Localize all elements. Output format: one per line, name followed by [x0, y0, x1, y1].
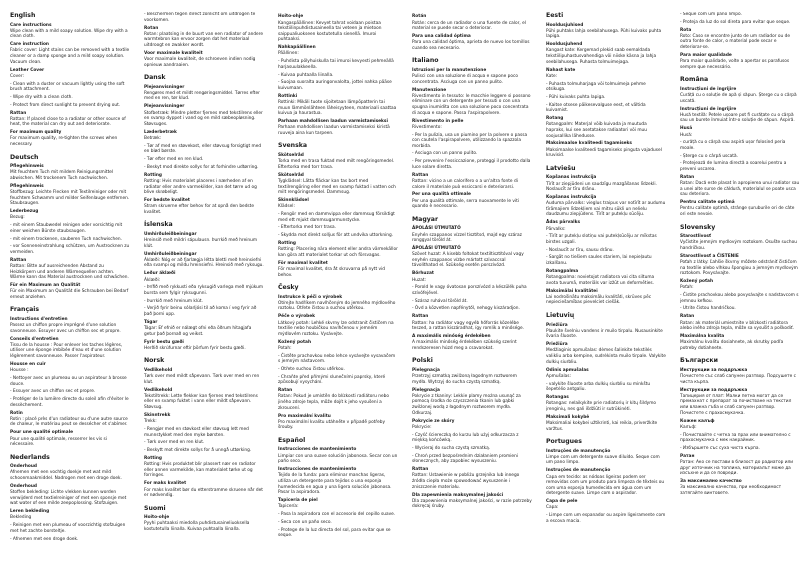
- section-heading: Bőrhuzat: [412, 271, 434, 277]
- section-heading: Vedlikehold: [144, 368, 173, 374]
- paragraph: - Rengjør med en støvkost eller støvsug lett med munnstykket med den myke børsten.: [144, 426, 249, 438]
- section-heading: Rattan: [412, 314, 429, 320]
- section-heading: Care instruction: [10, 42, 49, 48]
- paragraph: Lai nodrošinātu maksimālu kvalitāti, skrūves pēc nepieciešamības pievelciet ciešāk.: [546, 294, 652, 306]
- paragraph: Ratan: ak materiál umiestnite v blízkosti radiátora alebo iného zdroja tepla, môže sa vysušiť a poškodiť.: [680, 320, 794, 332]
- section-heading: Odinis apmušalas: [546, 367, 589, 373]
- paragraph: Para maior qualidade, volte a apertar os parafusos sempre que necessário.: [680, 59, 790, 70]
- language-heading: Česky: [278, 284, 299, 292]
- section-heading: Starostlivosť a ČISTENIE: [680, 253, 739, 259]
- paragraph: Per una qualità ottimale, serra nuovamente le viti quando è necessario.: [412, 198, 520, 210]
- section-heading: Für ein Maximum an Qualität: [10, 283, 81, 289]
- paragraph: - Óvd a közvetlen napfénytől, nehogy kiszáradjon.: [412, 306, 520, 312]
- section-heading: Instrukce k péči o výrobek: [278, 294, 343, 300]
- paragraph: Mit feuchtem Tuch mit mildem Reinigungsmittel abwischen. Mit trockenem Tuch nachwischen.: [10, 170, 114, 181]
- section-heading: За максимално качество: [680, 479, 742, 485]
- section-heading: ÁPOLÁSI ÚTMUTATÓ: [412, 246, 461, 252]
- section-heading: Starostlivosť: [680, 234, 712, 240]
- section-heading: Voor maximale kwaliteit: [144, 50, 203, 56]
- paragraph: Maksimaalse kvaliteedi tagamiseks pinguta vajadusel kruvisid.: [546, 147, 662, 159]
- section-heading: Nahkapäällinen: [278, 45, 316, 51]
- paragraph: Pokrycie z tkaniny: Lekkie plamy można usunąć za pomocą środka do czyszczenia tkanin lub gąbki zwilżonej wodą z łagodnym roztworem mydła. Odkurzaj.: [412, 393, 521, 416]
- section-heading: Pielęgnacja: [412, 368, 440, 374]
- language-heading: Nederlands: [10, 453, 50, 461]
- paragraph: Rotin : placé près d'un radiateur ou d'une autre source de chaleur, le matériau peut se dessécher et s'abîmer.: [10, 416, 128, 428]
- paragraph: Kangaspäällinen: Kevyet tahrat voidaan poistaa tekstiilinpuhdistusaineella tai veteen ja mietoon saippualiuokseen kostutetulla sienellä. Imuroi puhtaaksi.: [278, 20, 382, 43]
- paragraph: - Tør af med en støvekost, eller støvsug forsigtigt med en blød børste.: [144, 143, 262, 155]
- language-heading: Íslenska: [144, 221, 173, 229]
- paragraph: - Puhdista pölyhuiskulla tai imuroi kevyesti pehmeällä harjasuulakkeella.: [278, 59, 394, 70]
- section-heading: Instrucțiuni de îngrijire: [680, 86, 737, 92]
- section-heading: Leather Cover: [10, 67, 45, 73]
- section-heading: Tágar: [144, 319, 158, 325]
- paragraph: Trekk:: [144, 419, 157, 425]
- section-heading: Hooldusjuhend: [546, 42, 583, 48]
- paragraph: Rivestimento in tessuto: le macchie leggere si possono eliminare con un detergente per tessuti o con una spugna inumidita con una soluzione poco concentrata di acqua e sapone. Passa l'aspirapolvere.: [412, 93, 531, 116]
- paragraph: Kate:: [546, 73, 558, 79]
- paragraph: - Protéger de la lumière directe du soleil afin d'éviter le dessèchement.: [10, 397, 129, 408]
- paragraph: Pro maximální kvalitu utáhněte v případě potřeby šrouby.: [278, 419, 386, 431]
- language-heading: Lietuvių: [546, 312, 575, 320]
- text-column-5: [546, 12, 666, 559]
- section-heading: Hoito-ohje: [144, 515, 170, 521]
- section-heading: Skinntrekk: [144, 413, 171, 419]
- paragraph: Kangast kate: Kergemad plekid saab eemaldada tekstiilipuhastusvahendiga või niiske käsna ja lahja seebilahusega. Puhasta tolmuimejaga.: [546, 48, 657, 65]
- section-heading: Instruções de manutenção: [546, 468, 611, 474]
- paragraph: Rotangpalma: novietojot radiatora vai cita siltuma avota tuvumā, materiāls var izžūt un deformēties.: [546, 275, 655, 286]
- language-heading: Español: [278, 436, 306, 444]
- language-heading: Dansk: [144, 74, 166, 82]
- section-heading: Pokrycie ze skóry: [412, 418, 455, 424]
- paragraph: - Protege de la luz directa del sol, para evitar que se seque.: [278, 527, 391, 539]
- language-heading: Eesti: [546, 12, 564, 19]
- paragraph: Áklæði: Nóg er að fjarlægja létta bletti með hreinsiefni eða svampi og mildu hreinsiefni. Hreinsið með ryksugu.: [144, 257, 264, 269]
- paragraph: - Limpe com um espanador ou aspire ligeiramente com a escova macia.: [546, 513, 666, 524]
- section-heading: Tapicería de piel: [278, 498, 318, 504]
- section-heading: Kožený poťah: [680, 279, 714, 285]
- paragraph: Rotting: Hvis produktet blir plassert nær en radiator eller annen varmekilde, kan materialet tørke ut og forringes.: [144, 462, 256, 479]
- paragraph: - Čistěte prachovkou nebo lehce vysávejte vysavačem s jemným nástavcem.: [278, 353, 396, 365]
- section-heading: Parhaan mahdollisen laadun varmistamiseksi: [278, 119, 388, 125]
- language-heading: Български: [680, 357, 718, 365]
- paragraph: Rattan: Bitte auf ausreichenden Abstand zu Heizkörpern und anderen Wärmequellen achten. Wärme kann das Material austrocknen und schwächen.: [10, 263, 129, 281]
- paragraph: Rotangas: nelaikykite prie radiatorių ir kitų šildymo įrenginių, nes gali išdžiūti ir sutrūkinėti.: [546, 401, 657, 412]
- section-heading: Maximálna kvalita: [680, 334, 725, 340]
- paragraph: Herðið skrúfurnar eftir þörfum fyrir bestu gæði.: [144, 345, 246, 351]
- language-heading: Româna: [680, 76, 709, 84]
- section-heading: Fyrir bestu gæði: [144, 339, 184, 345]
- paragraph: - Seca con un paño seco.: [278, 519, 332, 525]
- paragraph: Fabric cover: Light stains can be removed with a textile cleaner or a damp sponge and a mild soapy solution. Vacuum clean.: [10, 48, 130, 65]
- paragraph: Pyyhi puhtaaksi miedolla puhdistusaineliuoksella kostutetulla liinalla. Kuivaa puhtaalla liinalla.: [144, 521, 250, 532]
- section-heading: Skötselråd: [278, 153, 304, 159]
- paragraph: Betræk:: [144, 135, 162, 141]
- section-heading: Rotting: [144, 172, 162, 178]
- paragraph: Rattan: Ustawienie w pobliżu grzejnika lub innego źródła ciepła może spowodować wysuszenie i zniszczenie materiału.: [412, 473, 520, 490]
- paragraph: - Protect from direct sunlight to prevent drying out.: [10, 102, 121, 108]
- section-heading: Pflegehinweis: [10, 164, 44, 170]
- paragraph: - Почиствайте с четка за прах или внимателно с прахосмукачка с мек накрайник.: [680, 432, 791, 444]
- paragraph: - Clean with a duster or vacuum lightly using the soft brush attachment.: [10, 81, 125, 93]
- paragraph: Torka med en trasa fuktad med milt rengöringsmedel. Eftertorka med torr trasa.: [278, 159, 395, 170]
- paragraph: - Þrífið með rykkusti eða ryksugið varlega með mjúkum bursta sem fylgir ryksugunni.: [144, 285, 264, 296]
- section-heading: Skinnklädsel: [278, 198, 309, 204]
- paragraph: - Porold le vagy óvatosan porszívózd a készülék puha szívófejével.: [412, 285, 527, 296]
- paragraph: För maximal kvalitet, dra åt skruvarna på nytt vid behov.: [278, 266, 385, 278]
- paragraph: Passez un chiffon propre imprégné d'une solution savonneuse. Essuyer avec un chiffon sec et propre.: [10, 323, 121, 334]
- paragraph: - Tørk over med en ren klut.: [144, 440, 205, 446]
- section-heading: Husă: [680, 126, 693, 132]
- section-heading: Hooldusjuhised: [546, 22, 584, 28]
- section-heading: Housse en cuir: [10, 362, 46, 368]
- paragraph: - Per la pulizia, usa un piumino per la polvere o passa con cautela l'aspirapolvere, utilizzando la spazzola morbida.: [412, 132, 528, 149]
- paragraph: Áklæði:: [144, 277, 161, 283]
- section-heading: For bedste kvalitet: [144, 198, 190, 204]
- language-heading: Français: [10, 306, 40, 314]
- section-heading: Lederbezug: [10, 209, 39, 215]
- section-heading: Rotting: [144, 456, 162, 462]
- paragraph: - Kaitse otsese päikesevalguse eest, et vältida kuivamist.: [546, 102, 646, 114]
- paragraph: - Chroń przed bezpośrednim działaniem promieni słonecznych, aby zapobiec wysuszeniu.: [412, 453, 518, 465]
- paragraph: Pour une qualité optimale, resserrer les vis si nécessaire.: [10, 436, 107, 448]
- section-heading: Instruções de manutenção: [546, 448, 611, 454]
- language-heading: Polski: [412, 357, 433, 365]
- section-heading: Conseils d'entretien: [10, 336, 59, 342]
- section-heading: Ratan: [680, 314, 695, 320]
- section-heading: Plejeanvisninger: [144, 84, 185, 90]
- paragraph: Stoffbezug: Leichte Flecken mit Textilreiniger oder mit feuchtem Schwamm und milder Seifenlauge entfernen. Staubsaugen.: [10, 190, 130, 207]
- section-heading: Leren bekleding: [10, 509, 50, 515]
- section-heading: Rotting: [278, 241, 296, 247]
- language-heading: Portugues: [546, 438, 582, 446]
- language-heading: Deutsch: [10, 153, 39, 161]
- paragraph: Tørk over med mildt såpevann. Tørk over med en ren klut.: [144, 374, 260, 385]
- paragraph: Stram skruerne efter behov for at opnå den bedste kvalitet.: [144, 204, 254, 215]
- language-heading: Svenska: [278, 142, 308, 150]
- paragraph: Curăță cu o soluție de apă și săpun. Șterge cu o cârpă uscată.: [680, 93, 797, 104]
- paragraph: - Chraňte před přímými slunečními paprsky, které způsobují vysychání.: [278, 374, 386, 386]
- paragraph: - Beskytt mot direkte sollys for å unngå uttørking.: [144, 448, 252, 454]
- section-heading: Ратан: [680, 453, 695, 459]
- section-heading: Rota: [680, 27, 692, 33]
- paragraph: Apmušalas:: [546, 373, 571, 379]
- paragraph: Enyhén szappanos vízzel tisztítsd, majd egy száraz ronggyal töröld át.: [412, 232, 522, 244]
- paragraph: - Essuyer avec un chiffon sec et propre.: [10, 389, 96, 395]
- paragraph: Roto: Caso se encontre junto de um radiador ou de outra fonte de calor, o material pode secar e deteriorar-se.: [680, 33, 790, 51]
- paragraph: Rattan: vicino a un calorifero o a un'altra fonte di calore il materiale può essiccarsi e deteriorarsi.: [412, 178, 518, 190]
- paragraph: - Nettoyer avec un plumeau ou un aspirateur à brosse douce.: [10, 375, 127, 387]
- paragraph: Почистете със слаб сапунен разтвор. Подсушете с чиста кърпа.: [680, 374, 797, 385]
- section-heading: Kopšanas instrukcija: [546, 195, 597, 201]
- paragraph: Ratan: Dacă este plasat în apropierea unui radiator sau a unei alte surse de căldură, materialul se poate usca sau deteriora.: [680, 181, 800, 198]
- section-heading: Manutenzione: [412, 87, 447, 93]
- paragraph: Rotan: plaatsing in de buurt van een radiator of andere warmtebron kan ervoor zorgen dat het materiaal uitdroogt en zwakker wordt.: [144, 31, 264, 48]
- paragraph: Päällinen:: [278, 51, 299, 57]
- paragraph: Tapicería:: [278, 504, 299, 510]
- section-heading: Rattan: [412, 467, 429, 473]
- paragraph: - vor Sonneneinstrahlung schützen, um Austrocknen zu vermeiden.: [10, 244, 130, 255]
- paragraph: Rottinki: Mikäli tuote sijoitetaan lämpöpatterin tai muun lämmönlähteen läheisyyteen, materiaali saattaa kuivua ja haurastua.: [278, 100, 397, 117]
- section-heading: Skötselråd: [278, 172, 304, 178]
- section-heading: Onderhoud: [10, 464, 37, 470]
- paragraph: - curăță cu o cârpă sau aspiră ușor folosind peria moale.: [680, 140, 786, 151]
- paragraph: Ратан: Ако се постави в близост до радиатор или друг източник на топлина, материалът може да изсъхне и да се повреди.: [680, 460, 794, 477]
- paragraph: Parhaan mahdollisen laadun varmistamiseksi kiristä ruuveja aina kun tarpeen.: [278, 125, 390, 136]
- paragraph: Rotting: Hvis materialet placeres i nærheden af en radiator eller andre varmekilder, kan det tørre ud og blive skrøbeligt.: [144, 178, 257, 196]
- paragraph: Hreinsið með mildri sápulausn. Þurrkið með hreinum klút.: [144, 238, 258, 249]
- paragraph: - Verjið fyrir beinu sólarljósi til að koma í veg fyrir að það þorni upp.: [144, 306, 257, 318]
- section-heading: Maksimālai kvalitātei: [546, 288, 598, 294]
- language-heading: Slovensky: [680, 223, 716, 231]
- paragraph: - mit einem trockenen, sauberen Tuch nachwischen.: [10, 236, 122, 242]
- text-column-4: [412, 12, 532, 559]
- paragraph: - Afnemen met een droge doek.: [10, 536, 79, 542]
- section-heading: Rattan: [10, 257, 27, 263]
- paragraph: Тапицерия от плат: Малки петна могат да се премахнат с препарат за почистване на текстил или влажна гъба и слаб сапунен разтвор. Почистете с прахосмукачка.: [680, 393, 792, 416]
- section-heading: Pro maximální kvalitu: [278, 413, 331, 419]
- paragraph: - Sargāt no tiešiem saules stariem, lai nepieļautu izkalšanu.: [546, 255, 652, 266]
- paragraph: Capa em tecido: as nódoas ligeiras podem ser removidas com um produto para limpeza de têxteis ou com uma esponja humedecida em água com um detergente suave. Limpe com o aspirador.: [546, 474, 665, 497]
- paragraph: - Þurrkið með hreinum klút.: [144, 298, 203, 304]
- paragraph: For maximum quality, re-tighten the screws when necessary.: [10, 136, 118, 148]
- paragraph: Huzat:: [412, 277, 426, 283]
- paragraph: Klädsel:: [278, 204, 295, 210]
- paragraph: - Beskyt mod direkte sollys for at forhindre udtørring.: [144, 164, 259, 170]
- paragraph: Maximálnu kvalitu dosiahnete, ak skrutky podľa potreby dotiahnete.: [680, 340, 784, 351]
- section-heading: Pour une qualité optimale: [10, 430, 74, 436]
- paragraph: Auduma pārvalks: vieglus traipus var notīrīt ar audumu tīrāmajiem līdzekļiem vai mitru sūkli un nelielu daudzumu ziepjūdens. Tīrīt ar putekļu sūcēju.: [546, 201, 666, 218]
- paragraph: - Wipe dry with a clean cloth.: [10, 94, 73, 100]
- paragraph: - Pühi kuivaks puhta lapiga.: [546, 94, 606, 100]
- paragraph: Tygklädsel: Lätta fläckar kan tas bort med textilrengöring eller med en svamp fuktad i vatten och milt rengöringsmedel. Dammsug.: [278, 178, 396, 196]
- paragraph: Tágar: Ef efnið er nálægt ofni eða öðrum hitagjafa getur það þornað og veikst.: [144, 326, 252, 337]
- paragraph: Калъф:: [680, 424, 697, 430]
- paragraph: Szövet huzat: A kisebb foltokat textiltisztítóval vagy enyhén szappanos vízbe mártott szivaccsal távolíthatod el. Szükség esetén porszívózd.: [412, 252, 524, 269]
- section-heading: Istruzioni per la manutenzione: [412, 68, 487, 73]
- paragraph: - Noslaucīt ar tīru, sausu drānu.: [546, 247, 614, 253]
- paragraph: - Wycieraj do sucha czystą szmatką.: [412, 445, 491, 451]
- section-heading: Rattan: [10, 110, 27, 116]
- paragraph: - Protejează de lumina directă a soarelui pentru a preveni uscarea.: [680, 161, 787, 172]
- paragraph: - valykite šluoste arba dulkių siurbliu su minkštu šepetėlio antgaliu.: [546, 381, 651, 393]
- paragraph: - Pasa la aspiradora con el accesorio del cepillo suave.: [278, 512, 396, 518]
- paragraph: Afnemen met een vochtig doekje met wat mild schoonmaakmiddel. Nadrogen met een droge doek.: [10, 470, 122, 481]
- section-heading: Capa de pele: [546, 499, 578, 505]
- section-heading: A maximális minőség érdekében: [412, 334, 491, 340]
- paragraph: Poťah z látky: Ľahšie škvrny môžete odstrániť čističom na textílie alebo vlhkou špongiou a jemným mydlovým roztokom. Povysávajte.: [680, 260, 798, 277]
- paragraph: За максимално качество, при необходимост затягайте винтовете.: [680, 485, 782, 496]
- section-heading: Инструкции за поддръжка: [680, 368, 748, 374]
- section-heading: Rotan: [144, 25, 159, 31]
- section-heading: Para una calidad óptima: [412, 34, 471, 40]
- section-heading: Kožený potah: [278, 339, 312, 345]
- paragraph: Pentru calitate optimă, strânge șuruburile ori de câte ori este nevoie.: [680, 206, 795, 217]
- language-heading: Latviešu: [546, 164, 576, 172]
- paragraph: Vyčistite jemným mydlovým roztokom. Osušte suchou handričkou.: [680, 240, 797, 251]
- paragraph: - Kuivaa puhtaalla liinalla.: [278, 72, 334, 78]
- paragraph: Pokrycie:: [412, 424, 432, 430]
- paragraph: Rotting: Placering nära element eller andra värmekällor kan göra att materialet torkar ut och försvagas.: [278, 247, 398, 258]
- section-heading: Nahast kate: [546, 67, 576, 73]
- section-heading: Instrucciones de mantenimiento: [278, 467, 357, 473]
- language-heading: Italiano: [412, 57, 439, 65]
- paragraph: Medžiaginis apmušalas: dėmes šalinkite tekstilės valikliu arba kempine, sudrėkinta muilo tirpale. Valykite dulkių siurbliu.: [546, 348, 666, 365]
- section-heading: Pflegehinweis: [10, 183, 44, 189]
- paragraph: Rotangpalm: Materjal võib kuivada ja muutuda hapraks, kui see asetatakse radiaatori või muu soojusallika lähedusse.: [546, 122, 647, 139]
- paragraph: - Proteja da luz do sol direta para evitar que seque.: [680, 19, 791, 25]
- section-heading: Onderhoud: [10, 483, 37, 489]
- paragraph: - Tīrīt ar putekļu slotiņu vai putekļsūcēju ar mīkstas birstes uzgali.: [546, 234, 657, 245]
- language-heading: Norsk: [144, 357, 165, 365]
- paragraph: Limpiar con una suave solución jabonosa. Secar con un paño seco.: [278, 453, 398, 465]
- text-column-3: [278, 12, 398, 559]
- section-heading: Instructions d'entretien: [10, 317, 68, 322]
- paragraph: A maximális minőség érdekében szükség szerint rendszeresen húzd meg a csavarokat.: [412, 340, 517, 351]
- paragraph: Ratan: Pokud je umístěn do blízkosti radiátoru nebo jiného zdroje tepla, může dojít k jeho vysušení a zkroucení.: [278, 394, 389, 411]
- paragraph: - Seque com um pano limpo.: [680, 12, 742, 17]
- section-heading: Priežiūra: [546, 322, 568, 328]
- text-column-2: [144, 12, 264, 559]
- columns-container: [10, 12, 800, 559]
- paragraph: Pühi puhtaks lahja seebilahusega. Pühi kuivaks puhta lapiga.: [546, 28, 662, 40]
- section-heading: Rivestimento in pelle: [412, 118, 464, 124]
- paragraph: Poťah:: [680, 285, 694, 291]
- section-heading: Per una qualità ottimale: [412, 192, 471, 198]
- paragraph: Stofbetræk: Mindre pletter fjernes med tekstilrens eller en svamp dyppet i vand og en mild sæbeopløsning. Støvsuges.: [144, 110, 263, 127]
- paragraph: Tekstiltrekk: Lette flekker kan fjernes med tekstilrens eller en svamp fuktet i vann eller mildt såpevann. Støvsug.: [144, 393, 258, 411]
- section-heading: Ratan: [680, 174, 695, 180]
- section-heading: Péče o výrobek: [278, 314, 315, 320]
- paragraph: Tīrīt ar ziepjūdeni un saudzīgu mazgāšanas līdzekli. Noslaucīt ar tīru drānu.: [546, 181, 657, 193]
- language-heading: Magyar: [412, 215, 439, 223]
- paragraph: Maksimaliai kokybei užtikrinti, kai reikia, priveržkite varžtus.: [546, 420, 658, 432]
- paragraph: Plaukite švelniu vandens ir muilo tirpalu. Nusausinkite švaria šluoste.: [546, 328, 663, 340]
- section-heading: För maximal kvalitet: [278, 260, 328, 266]
- paragraph: - Избършете със суха чиста кърпа.: [680, 445, 760, 451]
- paragraph: - Șterge cu o cârpă uscată.: [680, 153, 738, 159]
- language-heading: English: [10, 12, 36, 19]
- paragraph: Stoffen bekleding: Lichte vlekken kunnen worden verwijderd met textielreiniger of met een sponsje met wat water of een milde zeepoplossing. Stofzuigen.: [10, 490, 127, 507]
- paragraph: - Per prevenire l'essiccazione, proteggi il prodotto dalla luce solare diretta.: [412, 159, 531, 170]
- paragraph: Tissu de la housse : Pour enlever les taches légères, utiliser une éponge imbibée d'eau et d'une solution légèrement savonneuse. Passer l'aspirateur.: [10, 342, 123, 360]
- section-heading: Rotang: [546, 116, 564, 122]
- paragraph: Dla zapewnienia maksymalnej jakości, w razie potrzeby dokręcaj śruby.: [412, 498, 532, 510]
- section-heading: Instrucciones de mantenimiento: [278, 447, 357, 453]
- section-heading: Rotin: [10, 410, 23, 416]
- paragraph: Capa:: [546, 505, 559, 511]
- section-heading: Ratan: [278, 388, 293, 394]
- paragraph: Para una calidad óptima, aprieta de nuevo los tornillos cuando sea necesario.: [412, 40, 530, 51]
- section-heading: Maksimali kokybė: [546, 414, 590, 420]
- section-heading: Кожен калъф: [680, 418, 715, 424]
- paragraph: Otírejte hadříkem navlhčeným do jemného mýdlového roztoku. Otřete čistou a suchou utěrkou.: [278, 300, 396, 312]
- paragraph: Pulisci con una soluzione di acqua e sapone poco concentrata. Asciuga con un panno pulito.: [412, 74, 518, 85]
- paragraph: Látkový potah: Lehké skvrny lze odstranit čističem na textilie nebo houbičkou navlhčenou v jemném mýdlovém roztoku. Vysávejte.: [278, 320, 394, 337]
- paragraph: Husă textilă: Petele ușoare pot fi curățate cu o cârpă sau un burete înmuiat într-o soluție de săpun. Aspiră.: [680, 112, 795, 124]
- text-column-1: [10, 12, 130, 559]
- section-heading: For maximum quality: [10, 130, 62, 136]
- section-heading: Priežiūra: [546, 342, 568, 348]
- paragraph: Tejido de la funda: para eliminar manchas ligeras, utiliza un detergente para tejidos o una esponja humedecida en agua y una ligera solución jabonosa. Pasar la aspiradora.: [278, 473, 392, 496]
- section-heading: Dla zapewnienia maksymalnej jakości: [412, 492, 504, 498]
- paragraph: For maks kvalitet bør du etterstramme skruene når det er nødvendig.: [144, 487, 263, 499]
- paragraph: Für ein Maximum an Qualität die Schrauben bei Bedarf erneut anziehen.: [10, 289, 129, 300]
- section-heading: Plejeanvisninger: [144, 104, 185, 110]
- section-heading: Para maior qualidade: [680, 53, 732, 59]
- paragraph: - Čistite prachovkou alebo povysávajte s nadstavcom s jemnou kefkou.: [680, 293, 799, 304]
- paragraph: Rattan: ha radiátor vagy egyéb hőforrás közelébe teszed, a rattan kiszáradhat, így romlik a minősége.: [412, 320, 525, 332]
- section-heading: Ādas pārvalks: [546, 220, 581, 226]
- section-heading: Rotangas: [546, 395, 569, 401]
- paragraph: - Beschermen tegen direct zonlicht om uitdrogen te voorkomen.: [144, 12, 256, 23]
- paragraph: - mit einem Staubwedel reinigen oder vorsichtig mit einer weichen Bürste staubsaugen.: [10, 223, 123, 234]
- paragraph: Bekleding: [10, 515, 32, 521]
- section-heading: Hoito-ohje: [278, 14, 304, 20]
- section-heading: ÁPOLÁSI ÚTMUTATÓ: [412, 226, 461, 232]
- section-heading: Care instructions: [10, 22, 52, 28]
- paragraph: - Reinigen met een plumeau of voorzichtig stofzuigen met het zachte borsteltje.: [10, 523, 126, 534]
- paragraph: Przetrzyj szmatką zwilżoną łagodnym roztworem mydła. Wytrzyj do sucha czystą szmatką.: [412, 374, 517, 385]
- paragraph: Rotán: cerca de un radiador o una fuente de calor, el material se puede secar o deteriorar.: [412, 20, 526, 32]
- section-heading: Umhirðuleiðbeiningar: [144, 251, 197, 257]
- paragraph: - Száraz ruhával töröld át.: [412, 298, 468, 304]
- section-heading: Kopšanas instrukcija: [546, 175, 597, 181]
- section-heading: Maksimaalse kvaliteedi tagamiseks: [546, 141, 632, 147]
- section-heading: Rottinki: [278, 93, 298, 99]
- paragraph: Voor maximale kwaliteit, de schroeven indien nodig opnieuw aandraaien.: [144, 57, 256, 68]
- paragraph: Rattan: If placed close to a radiator or other source of heat, the material can dry out and deteriorate.: [10, 116, 126, 128]
- paragraph: - Puhasta tolmuharjaga või tolmuimeja pehme otsikuga.: [546, 81, 646, 93]
- section-heading: Umhirðuleiðbeiningar: [144, 231, 197, 237]
- paragraph: Husă:: [680, 132, 693, 138]
- section-heading: Leður áklæði: [144, 271, 176, 277]
- paragraph: Rengøres med et mildt rengøringsmiddel. Tørres efter med en ren, tør klud.: [144, 90, 260, 102]
- section-heading: Rotán: [412, 14, 427, 20]
- paragraph: - Eftertorka med torr trasa.: [278, 225, 337, 231]
- section-heading: Rattan: [412, 172, 429, 178]
- paragraph: Potah:: [278, 345, 292, 351]
- section-heading: Rotangpalma: [546, 268, 579, 274]
- paragraph: - Rengör med en dammvippa eller dammsug försiktigt med ett mjukt dammsugarmunstycke.: [278, 212, 395, 223]
- paragraph: Wipe clean with a mild soapy solution. Wipe dry with a clean cloth.: [10, 28, 128, 40]
- paragraph: - Skydda mot direkt solljus för att undvika uttorkning.: [278, 233, 394, 239]
- language-heading: Suomi: [144, 504, 166, 512]
- paragraph: Rivestimento:: [412, 124, 442, 130]
- section-heading: Vedlikehold: [144, 387, 173, 393]
- paragraph: - Suojaa suoralta auringonvalolta, jottei nahka pääse kuivumaan.: [278, 80, 392, 91]
- section-heading: Læderbetræk: [144, 129, 177, 135]
- paragraph: - Utrite čistou handričkou.: [680, 306, 736, 312]
- paragraph: Pārvalks:: [546, 226, 566, 232]
- section-heading: Pielęgnacja: [412, 387, 440, 393]
- section-heading: Pentru calitate optimă: [680, 200, 735, 206]
- section-heading: Инструкции за поддръжка: [680, 387, 748, 393]
- paragraph: - Asciuga con un panno pulito.: [412, 151, 478, 157]
- paragraph: Bezug:: [10, 215, 25, 221]
- section-heading: Instrucțiuni de îngrijire: [680, 106, 737, 112]
- section-heading: For maks kvalitet: [144, 481, 187, 487]
- paragraph: Housse :: [10, 368, 29, 374]
- paragraph: Cover:: [10, 73, 24, 79]
- paragraph: - Otřete suchou čistou utěrkou.: [278, 366, 345, 372]
- text-column-6: [680, 12, 800, 559]
- paragraph: - Tør efter med en ren klud.: [144, 157, 204, 163]
- paragraph: Limpe com um detergente suave diluído. Seque com um pano limpo.: [546, 454, 660, 466]
- paragraph: - Czyść ściereczką do kurzu lub użyj odkurzacza z miękką końcówką.: [412, 432, 519, 444]
